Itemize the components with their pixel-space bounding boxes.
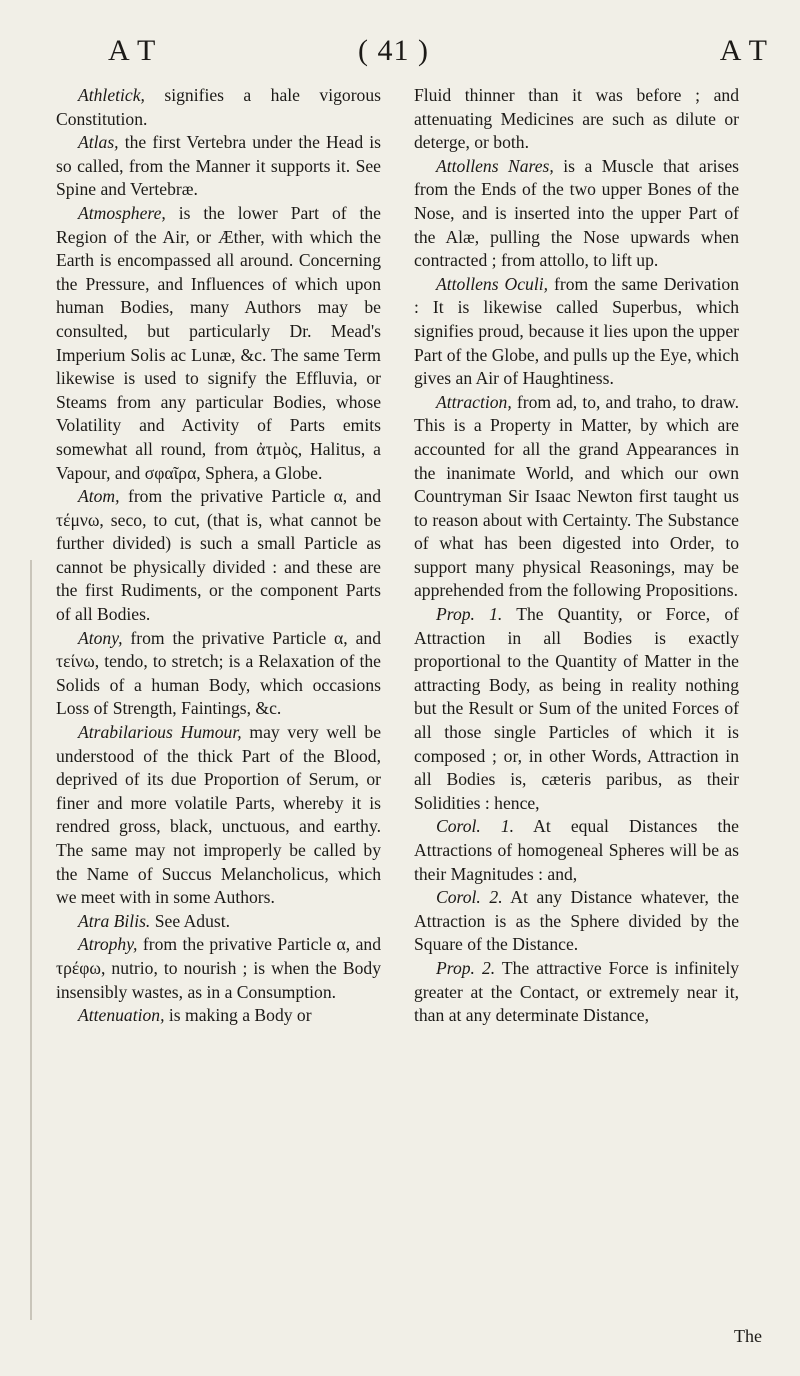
running-header [108, 34, 768, 80]
entry-text: The Quantity, or Force, of Attraction in all Bodies is exactly proportional to the Quantity of Matter in the attracting Body, as being in reality nothing but the Result or Sum of the united Forces of all those single Particles of which it is composed ; or, in other Words, Attraction in all Bodies is, cæteris paribus, as their Solidities : hence, [414, 604, 740, 813]
dictionary-entry [56, 131, 381, 202]
right-column [414, 84, 739, 1028]
entry-text: Fluid thinner than it was before ; and attenuating Medicines are such as dilute or deterge, or both. [414, 85, 739, 153]
dictionary-entry [414, 273, 739, 391]
entry-text: is making a Body or [164, 1005, 312, 1026]
catchword: The [734, 1326, 762, 1346]
entry-term: Corol. 2. [436, 887, 503, 908]
dictionary-entry [56, 1004, 381, 1028]
entry-text: See Adust. [150, 910, 231, 931]
entry-term: Prop. 2. [436, 957, 496, 978]
dictionary-entry [414, 84, 739, 155]
entry-text: At any Distance whatever, the Attraction is as the Sphere divided by the Square of the Distance. [414, 887, 740, 955]
dictionary-entry [56, 627, 381, 721]
dictionary-entry [56, 84, 381, 131]
dictionary-entry [56, 721, 381, 910]
entry-text: may very well be understood of the thick Part of the Blood, deprived of its due Proportion of Serum, or finer and more volatile Parts, whereby it is rendred gross, black, unctuous, and earthy. The same may not improperly be called by the Name of Succus Melancholicus, which we meet with in some Authors. [56, 722, 381, 908]
entry-text: from the privative Particle α, and τέμνω, seco, to cut, (that is, what cannot be further divided) is such a small Particle as cannot be physically divided : and these are the first Rudiments, or the component Parts of all Bodies. [56, 486, 381, 625]
margin-shadow [30, 560, 32, 1320]
entry-term: Atra Bilis. [78, 910, 151, 931]
dictionary-entry [414, 603, 739, 815]
entry-text: from the same Derivation : It is likewise called Superbus, which signifies proud, because it lies upon the upper Part of the Globe, and pulls up the Eye, which gives an Air of Haughtiness. [414, 273, 739, 389]
entry-term: Attollens Oculi, [436, 273, 549, 294]
entry-term: Corol. 1. [436, 816, 515, 837]
entry-text: signifies a hale vigorous Constitution. [56, 85, 381, 129]
entry-term: Atrophy, [78, 934, 138, 955]
entry-term: Attollens Nares, [436, 155, 554, 176]
entry-text: is a Muscle that arises from the Ends of the two upper Bones of the Nose, and is inserted into the upper Part of the Alæ, pulling the Nose upwards when contracted ; from attollo, to lift up. [414, 155, 739, 271]
dictionary-entry [414, 815, 739, 886]
dictionary-entry [414, 391, 739, 603]
entry-text: from ad, to, and traho, to draw. This is a Property in Matter, by which are accounted for all the grand Appearances in the inanimate World, and which our own Countryman Sir Isaac Newton first taught us to reason about with Certainty. The Substance of what has been digested into Order, to support many physical Reasonings, may be apprehended from the following Propositions. [414, 391, 739, 601]
entry-term: Atmosphere, [78, 202, 166, 223]
page-number: ( 41 ) [358, 34, 429, 67]
entry-term: Atrabilarious Humour, [78, 722, 242, 743]
entry-text: from the privative Particle α, and τρέφω, nutrio, to nourish ; is when the Body insensibly wastes, as in a Consumption. [56, 934, 381, 1002]
entry-term: Atlas, [78, 132, 119, 153]
entry-term: Athletick, [78, 85, 145, 105]
dictionary-entry [56, 933, 381, 1004]
dictionary-entry [414, 957, 739, 1028]
dictionary-entry [414, 155, 739, 273]
entry-term: Attraction, [436, 391, 512, 412]
header-left: A T [108, 34, 157, 67]
dictionary-entry [56, 485, 381, 627]
header-right: A T [719, 34, 768, 67]
dictionary-entry [56, 202, 381, 485]
entry-text: from the privative Particle α, and τείνω, tendo, to stretch; is a Relaxation of the Solids of a human Body, which occasions Loss of Strength, Faintings, &c. [56, 627, 381, 719]
entry-text: the first Vertebra under the Head is so called, from the Manner it supports it. See Spine and Vertebræ. [56, 132, 381, 200]
left-column [56, 84, 381, 1028]
entry-text: The attractive Force is infinitely greater at the Contact, or extremely near it, than at any determinate Distance, [414, 957, 740, 1026]
entry-term: Atom, [78, 486, 120, 507]
dictionary-entry [414, 886, 739, 957]
entry-term: Attenuation, [78, 1005, 165, 1026]
entry-term: Atony, [78, 627, 123, 648]
entry-term: Prop. 1. [436, 604, 503, 625]
entry-text: is the lower Part of the Region of the Air, or Æther, with which the Earth is encompassed all around. Concerning the Pressure, and Influences of which upon human Bodies, many Authors may be consulted, but particularly Dr. Mead's Imperium Solis ac Lunæ, &c. The same Term likewise is used to signify the Effluvia, or Steams from any particular Bodies, whose Volatility and Activity of Parts emits somewhat all round, from ἀτμὸς, Halitus, a Vapour, and σφαῖρα, Sphera, a Globe. [56, 202, 381, 483]
dictionary-entry [56, 910, 381, 934]
entry-text: At equal Distances the Attractions of homogeneal Spheres will be as their Magnitudes : and, [414, 816, 739, 884]
